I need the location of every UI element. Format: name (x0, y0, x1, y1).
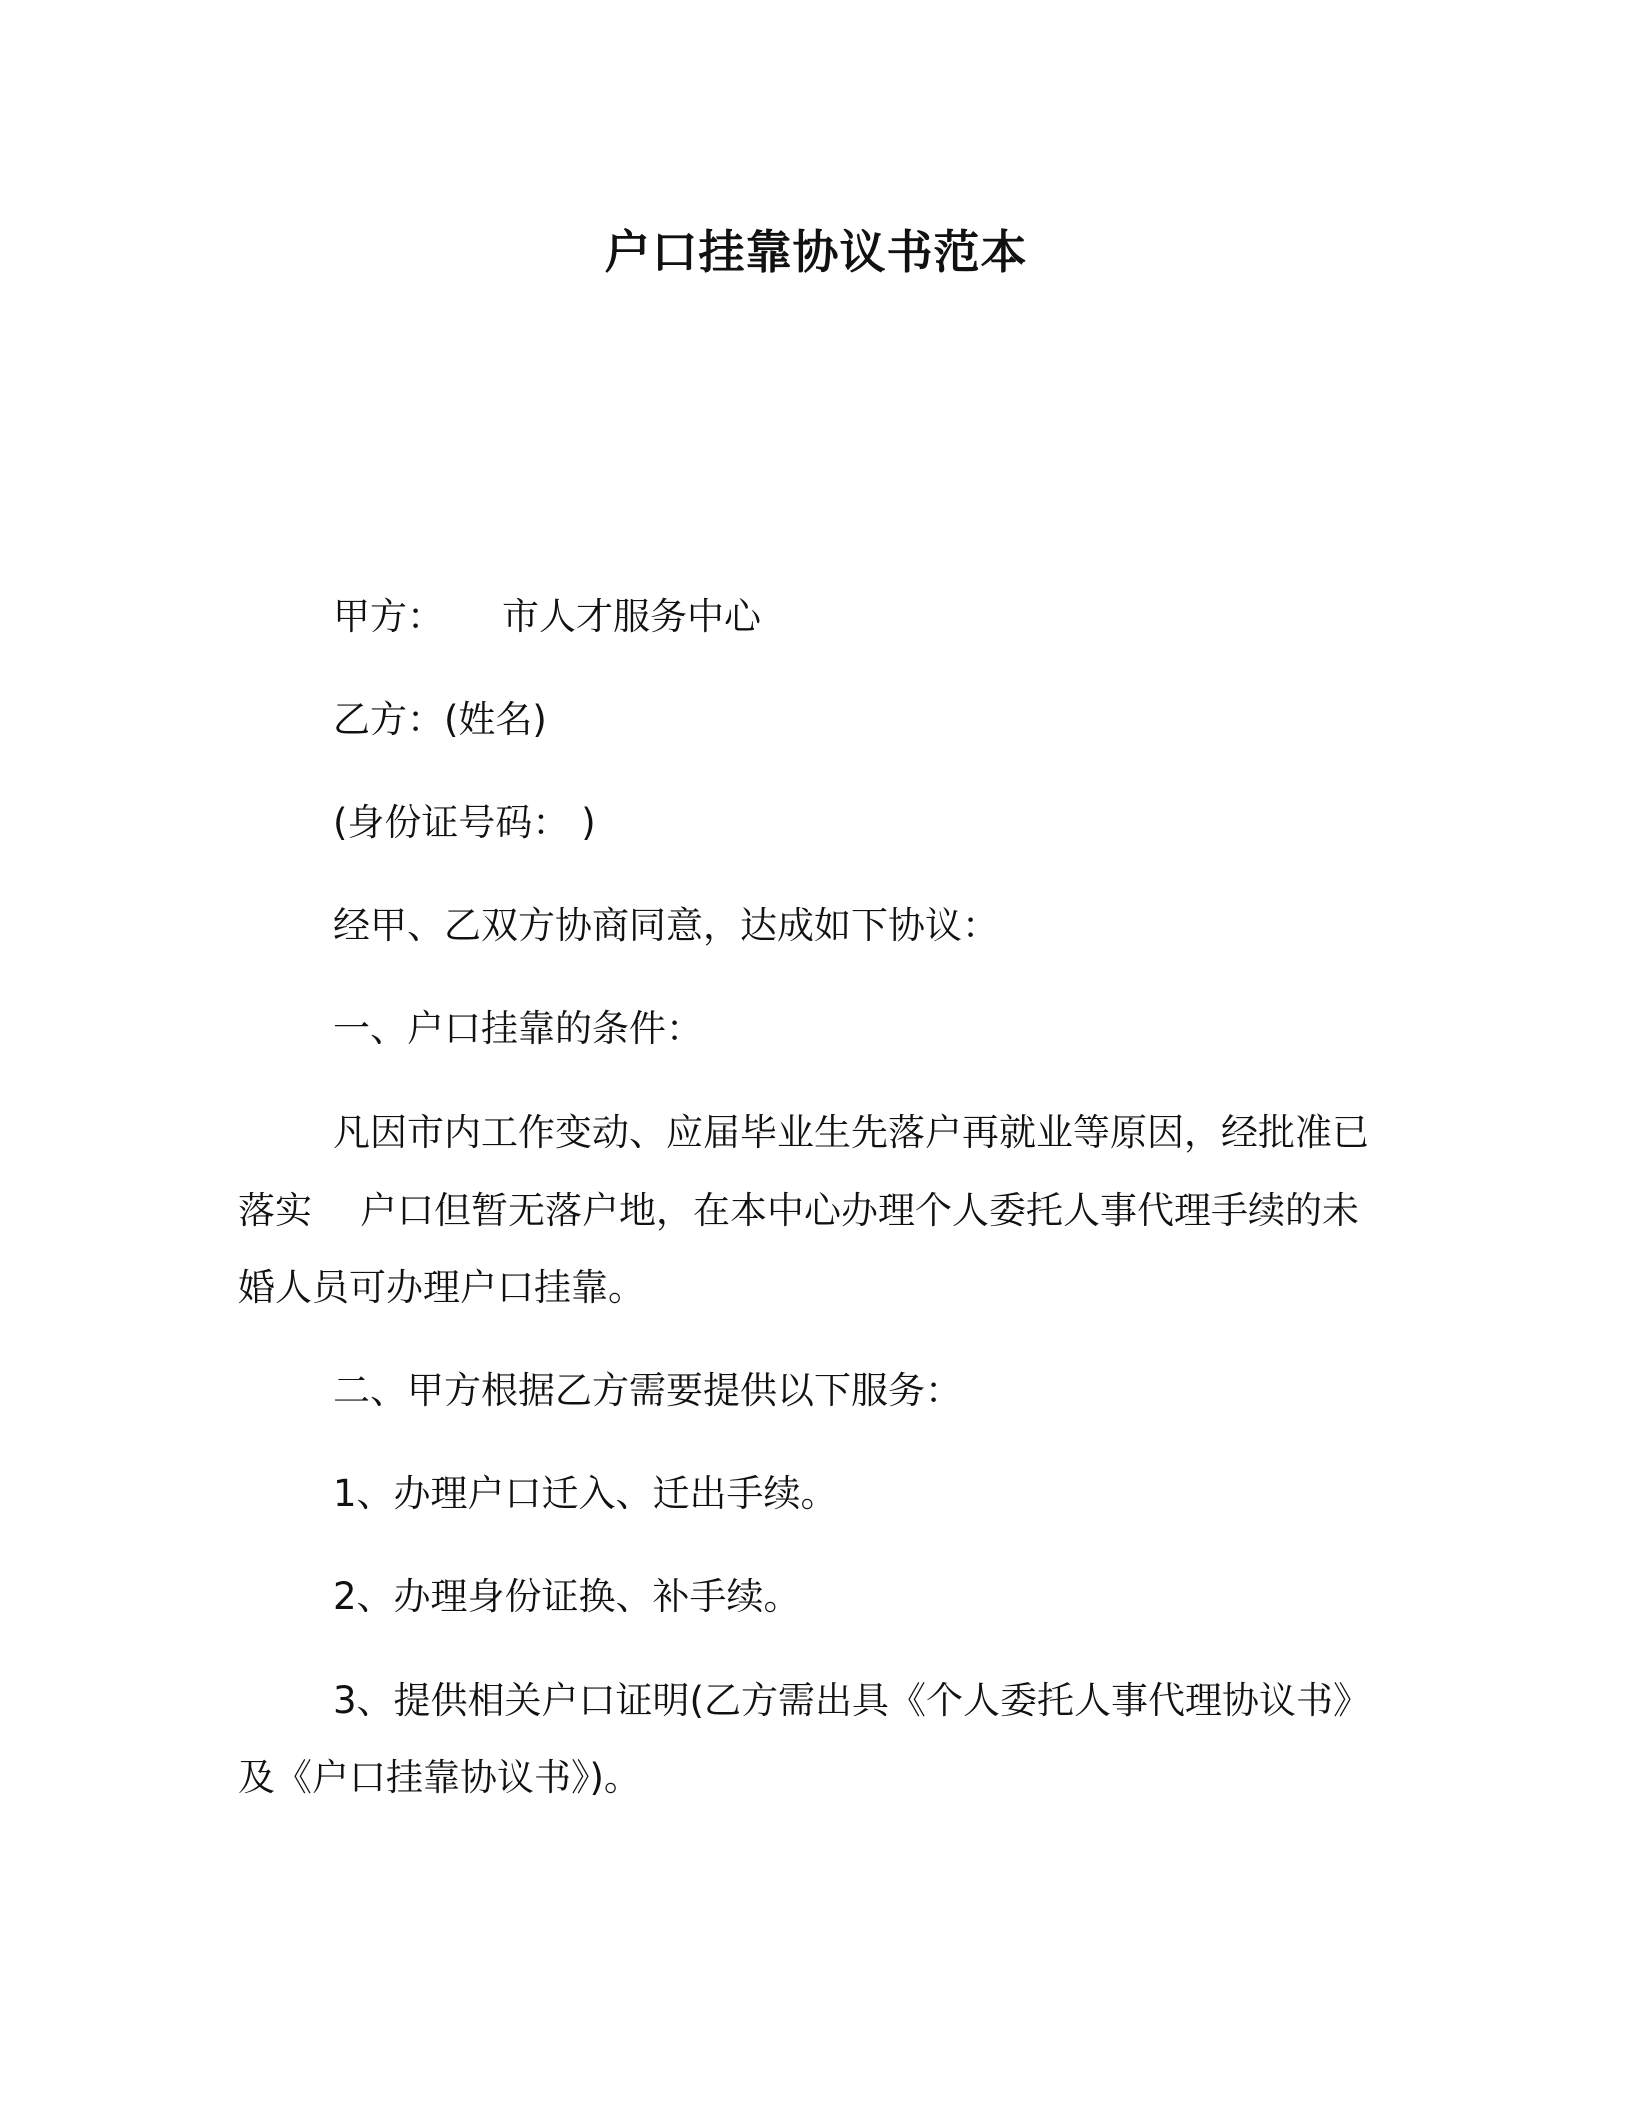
section-1-line-1: 凡因市内工作变动、应届毕业生先落户再就业等原因，经批准已 (333, 1111, 1369, 1154)
service-item-1: 1、办理户口迁入、迁出手续。 (333, 1472, 838, 1515)
section-1-line-3: 婚人员可办理户口挂靠。 (238, 1266, 645, 1309)
intro-paragraph: 经甲、乙双方协商同意，达成如下协议： (333, 904, 999, 947)
section-2-heading: 二、甲方根据乙方需要提供以下服务： (333, 1369, 962, 1412)
section-1-heading: 一、户口挂靠的条件： (333, 1007, 703, 1050)
id-number-line: (身份证号码： ) (333, 801, 596, 844)
section-1-line-2-start: 落实 (238, 1189, 312, 1232)
party-b-line: 乙方：(姓名) (333, 698, 547, 741)
section-1-line-2-rest: 户口但暂无落户地，在本中心办理个人委托人事代理手续的未 (360, 1189, 1359, 1232)
document-title: 户口挂靠协议书范本 (604, 225, 1028, 279)
service-item-2: 2、办理身份证换、补手续。 (333, 1575, 801, 1618)
service-item-3-line-1: 3、提供相关户口证明(乙方需出具《个人委托人事代理协议书》 (333, 1679, 1370, 1722)
party-a-value: 市人才服务中心 (502, 595, 761, 638)
section-1-line-2 (238, 1186, 1359, 1236)
service-item-3-line-2: 及《户口挂靠协议书》)。 (238, 1756, 641, 1799)
party-a-line (333, 592, 761, 642)
party-a-label: 甲方： (333, 595, 444, 638)
